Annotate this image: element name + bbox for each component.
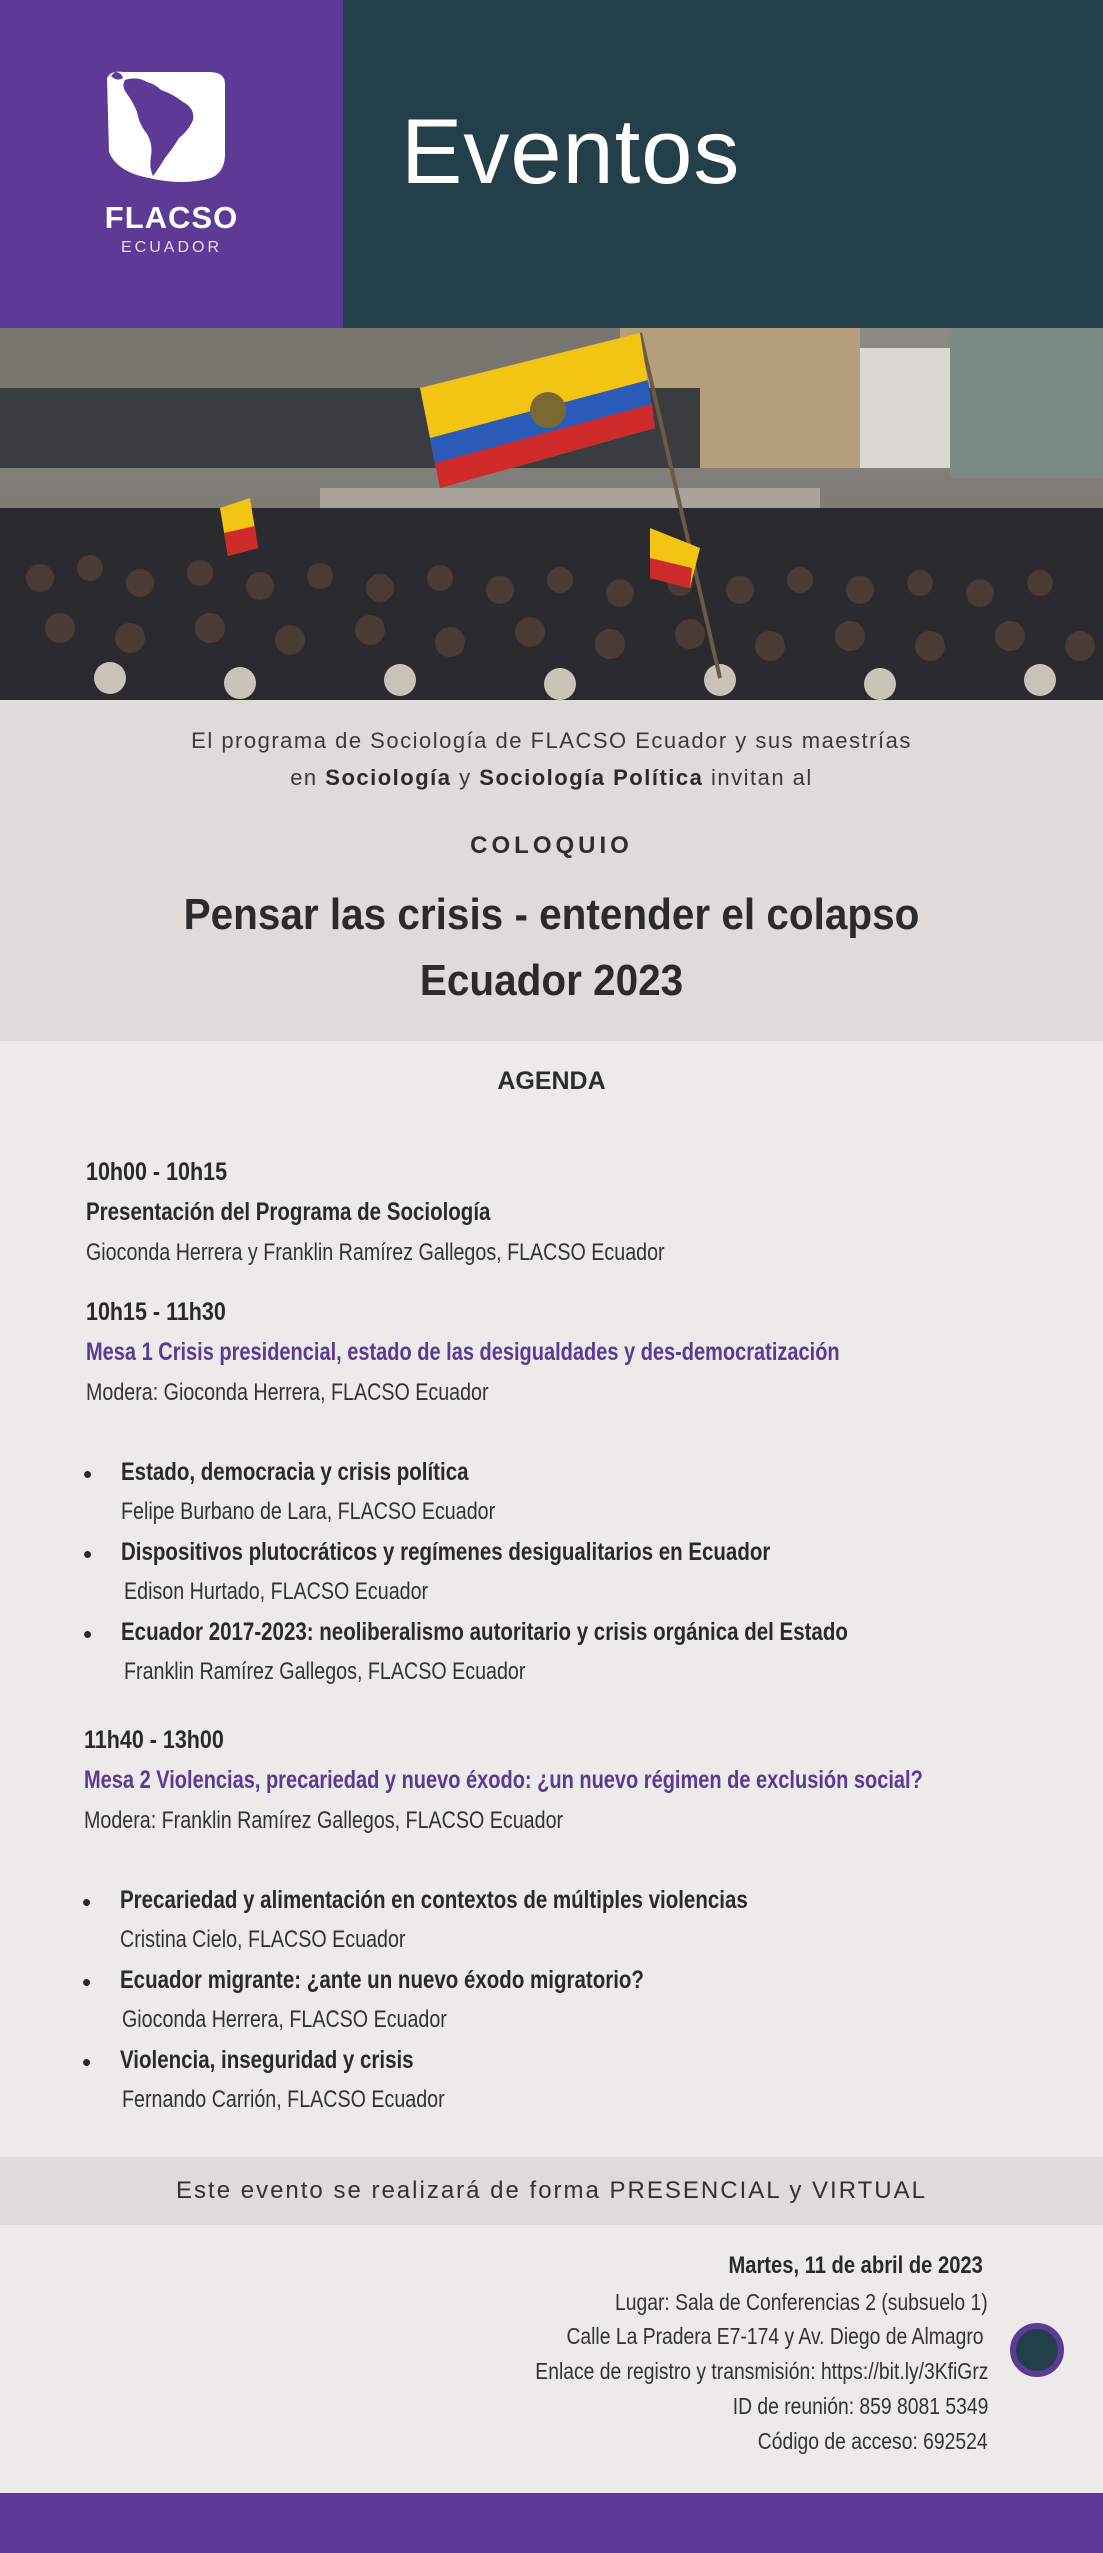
footer-bar — [0, 2493, 1103, 2553]
logo-subname: ECUADOR — [120, 239, 222, 256]
block2-time: 10h15 - 11h30 — [86, 1298, 226, 1326]
block2-talk-2-speaker: Edison Hurtado, FLACSO Ecuador — [124, 1578, 429, 1605]
access-code: Código de acceso: 692524 — [758, 2428, 988, 2454]
block2-talk-2-title: Dispositivos plutocráticos y regímenes desigualitarios en Ecuador — [121, 1538, 771, 1566]
block3-talk-3-speaker: Fernando Carrión, FLACSO Ecuador — [122, 2086, 445, 2113]
block2-talk-3-speaker: Franklin Ramírez Gallegos, FLACSO Ecuador — [124, 1658, 526, 1685]
list-bullet: • — [82, 1967, 92, 1997]
block2-mesa: Mesa 1 Crisis presidencial, estado de las desigualdades y des-democratización — [86, 1338, 840, 1366]
block1-people: Gioconda Herrera y Franklin Ramírez Gallegos, FLACSO Ecuador — [86, 1239, 665, 1266]
south-america-map-icon — [103, 68, 229, 184]
logo-panel — [0, 0, 343, 328]
program-sociologia-politica: Sociología Política — [479, 765, 704, 790]
block2-talk-3-title: Ecuador 2017-2023: neoliberalismo autoritario y crisis orgánica del Estado — [121, 1618, 848, 1646]
event-place: Lugar: Sala de Conferencias 2 (subsuelo 1) — [615, 2289, 988, 2315]
agenda-title: AGENDA — [497, 1067, 606, 1095]
meeting-id: ID de reunión: 859 8081 5349 — [732, 2393, 988, 2419]
block3-time: 11h40 - 13h00 — [84, 1726, 224, 1754]
intro-text: en — [290, 765, 326, 790]
circle-action-button[interactable] — [1010, 2323, 1064, 2377]
modality-text: Este evento se realizará de forma PRESENCIAL y VIRTUAL — [176, 2177, 927, 2204]
page-title: Eventos — [401, 101, 741, 203]
modality-banner — [0, 2157, 1103, 2225]
block1-time: 10h00 - 10h15 — [86, 1158, 228, 1186]
block3-mesa: Mesa 2 Violencias, precariedad y nuevo éxodo: ¿un nuevo régimen de exclusión social? — [84, 1766, 923, 1794]
header — [0, 0, 1103, 328]
intro-line-2 — [0, 765, 1103, 791]
block2-moderator: Modera: Gioconda Herrera, FLACSO Ecuador — [86, 1379, 489, 1406]
block2-talk-1-speaker: Felipe Burbano de Lara, FLACSO Ecuador — [121, 1498, 496, 1525]
block3-talk-2-title: Ecuador migrante: ¿ante un nuevo éxodo migratorio? — [120, 1966, 644, 1994]
block3-talk-2-speaker: Gioconda Herrera, FLACSO Ecuador — [122, 2006, 447, 2033]
event-date: Martes, 11 de abril de 2023 — [728, 2252, 983, 2279]
program-sociologia: Sociología — [325, 765, 452, 790]
event-title-line-1: Pensar las crisis - entender el colapso — [183, 890, 920, 939]
intro-line-1: El programa de Sociología de FLACSO Ecuador y sus maestrías — [191, 728, 912, 753]
block3-talk-1-speaker: Cristina Cielo, FLACSO Ecuador — [120, 1926, 406, 1953]
intro-text: invitan al — [703, 765, 813, 790]
list-bullet: • — [82, 2047, 92, 2077]
logo-name: FLACSO — [104, 200, 239, 235]
block3-talk-3-title: Violencia, inseguridad y crisis — [120, 2046, 414, 2074]
block3-talk-1-title: Precariedad y alimentación en contextos de múltiples violencias — [120, 1886, 748, 1914]
title-panel — [343, 0, 1103, 328]
event-address: Calle La Pradera E7-174 y Av. Diego de Almagro — [565, 2323, 983, 2349]
block3-moderator: Modera: Franklin Ramírez Gallegos, FLACSO Ecuador — [84, 1807, 564, 1834]
list-bullet: • — [83, 1619, 93, 1649]
block1-heading: Presentación del Programa de Sociología — [86, 1198, 491, 1226]
list-bullet: • — [83, 1539, 93, 1569]
list-bullet: • — [83, 1459, 93, 1489]
block2-talk-1-title: Estado, democracia y crisis política — [121, 1458, 469, 1486]
list-bullet: • — [82, 1887, 92, 1917]
intro-section — [0, 700, 1103, 1041]
event-title-line-2: Ecuador 2023 — [419, 956, 684, 1005]
intro-text: y — [451, 765, 480, 790]
ecuador-flag-crowd-photo-icon — [0, 328, 1103, 700]
registration-link[interactable]: Enlace de registro y transmisión: https://bit.ly/3KfiGrz — [534, 2358, 988, 2384]
event-kicker: COLOQUIO — [470, 832, 633, 859]
protest-photo — [0, 328, 1103, 700]
